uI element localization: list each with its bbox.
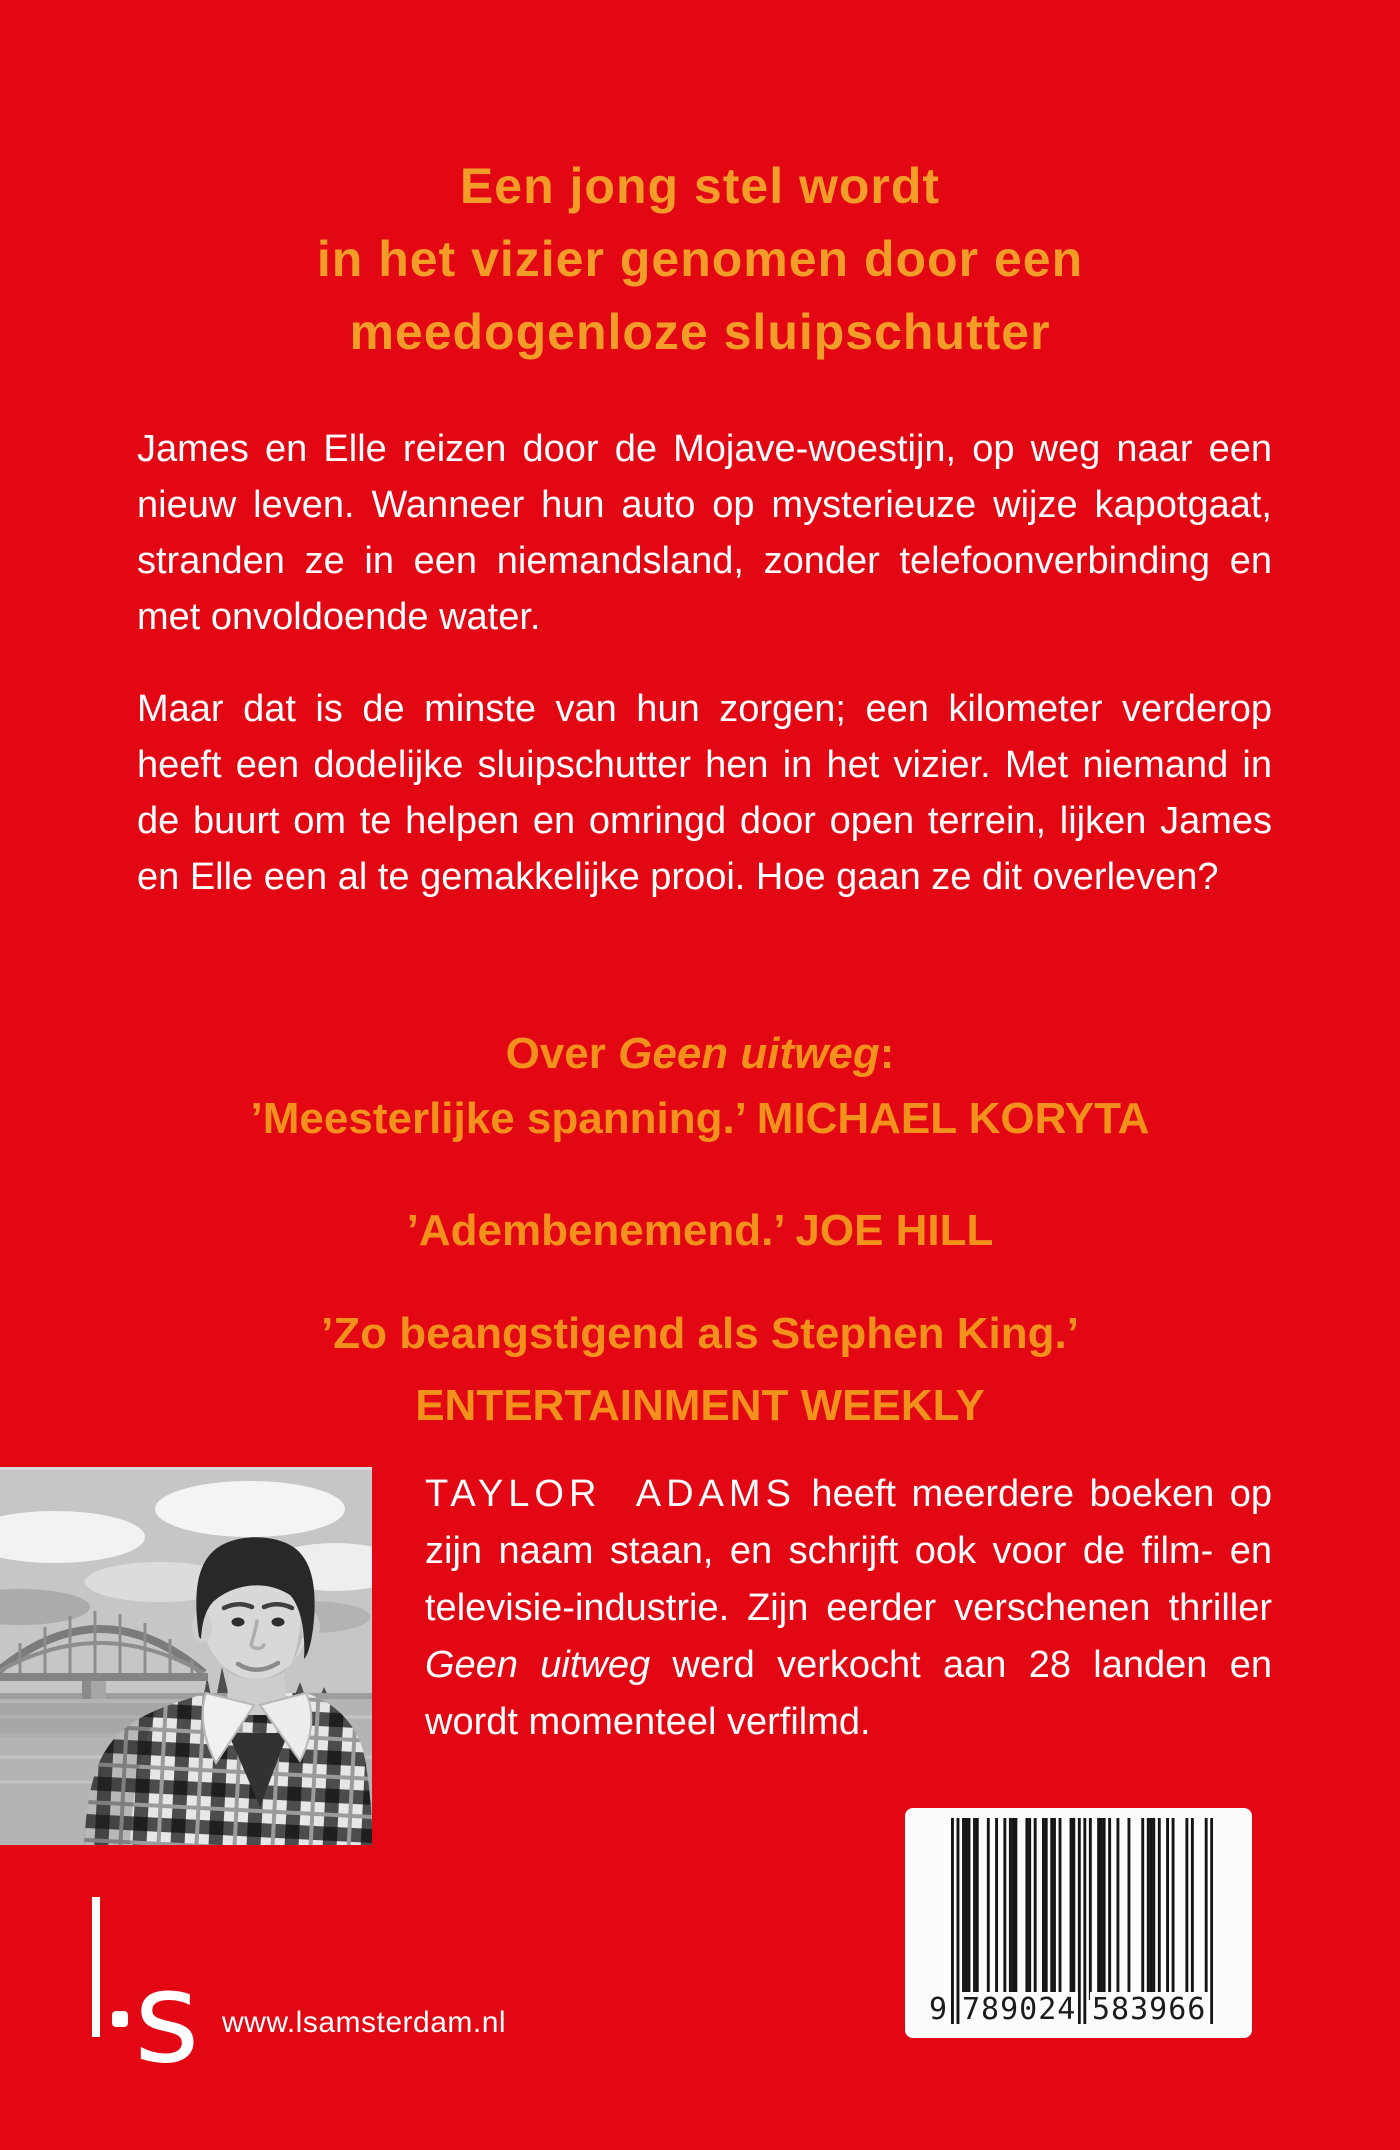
logo-l-bar [92, 1897, 100, 2037]
review-quote-3 [0, 1298, 1400, 1442]
tagline-line-3: meedogenloze sluipschutter [349, 304, 1051, 360]
quote-text: ’Adembenemend.’ [406, 1206, 784, 1255]
bio-text-1: heeft meerdere boeken op zijn naam staan, en schrijft ook voor de film- en televisie-industrie. Zijn eerder verschenen thriller [425, 1473, 1272, 1629]
tagline-line-2: in het vizier genomen door een [316, 231, 1084, 287]
logo-s-letter: s [134, 1944, 200, 2091]
review-quote-2 [0, 1195, 1400, 1267]
reviews-heading [0, 1018, 1400, 1090]
tagline [0, 150, 1400, 369]
bio-text-2: werd verkocht aan 28 landen en wordt momenteel verfilmd. [425, 1644, 1272, 1743]
book-title-italic: Geen uitweg [618, 1029, 880, 1078]
isbn-prefix-digit: 9 [929, 1992, 949, 2027]
reviews-heading-prefix: Over [505, 1029, 619, 1078]
synopsis-paragraph-2: Maar dat is de minste van hun zorgen; een kilometer verderop heeft een dodelijke sluipschutter hen in het vizier. Met niemand in de buurt om te helpen en omringd door open terrein, lijken James en Elle een al te gemakkelijke prooi. Hoe gaan ze dit overleven? [137, 688, 1272, 898]
quote-source: MICHAEL KORYTA [756, 1094, 1150, 1143]
logo-dot [112, 2011, 128, 2027]
publisher-website: www.lsamsterdam.nl [222, 2006, 507, 2039]
author-photo [0, 1467, 372, 1845]
tagline-line-1: Een jong stel wordt [459, 158, 941, 214]
author-bio [425, 1466, 1272, 1751]
quote-text: ’Meesterlijke spanning.’ [250, 1094, 745, 1143]
author-name: TAYLOR ADAMS [425, 1473, 796, 1515]
quote-source: ENTERTAINMENT WEEKLY [415, 1381, 985, 1430]
author-photo-illustration [0, 1467, 372, 1845]
isbn-group-left: 789024 [962, 1992, 1077, 2027]
quote-text: ’Zo beangstigend als Stephen King.’ [321, 1309, 1079, 1358]
isbn-barcode [905, 1808, 1252, 2038]
reviews-heading-suffix: : [879, 1029, 895, 1078]
review-quote-1 [0, 1083, 1400, 1155]
synopsis-paragraph-1: James en Elle reizen door de Mojave-woestijn, op weg naar een nieuw leven. Wanneer hun auto op mysterieuze wijze kapotgaat, stranden ze in een niemandsland, zonder telefoonverbinding en met onvoldoende water. [137, 428, 1272, 638]
quote-source: JOE HILL [795, 1206, 994, 1255]
bio-book-title-italic: Geen uitweg [425, 1644, 651, 1686]
isbn-group-right: 583966 [1092, 1992, 1207, 2027]
